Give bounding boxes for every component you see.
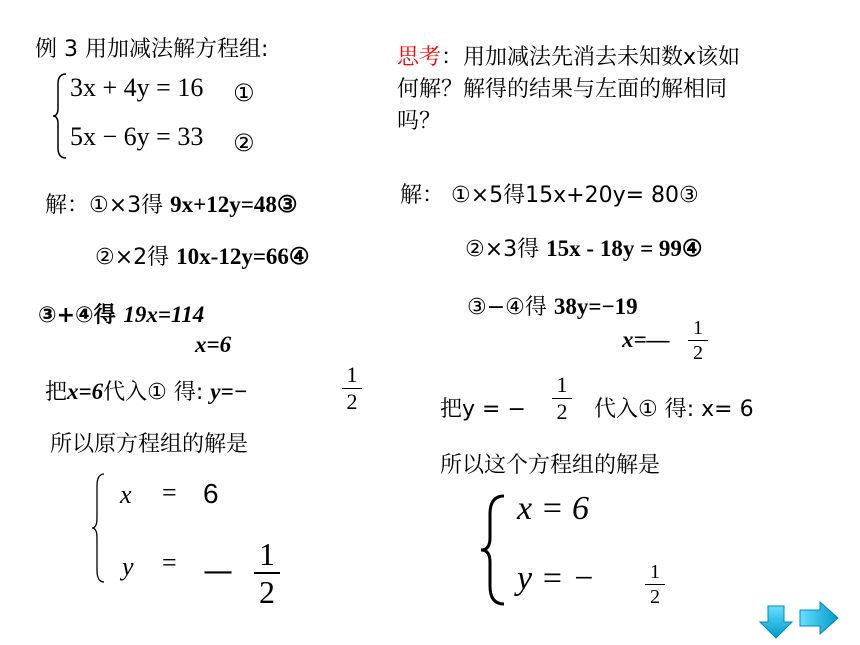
left-answer-y-var: y: [122, 552, 134, 581]
arrow-right-icon[interactable]: [798, 600, 840, 636]
right-think-question: 思考：用加减法先消去未知数x该如 何解？解得的结果与左面的解相同 吗？: [397, 45, 741, 134]
right-conclusion: 所以这个方程组的解是: [440, 453, 661, 478]
left-step-3: ③+④得 19x=114: [38, 302, 205, 328]
left-equation-2-mark: ②: [233, 129, 255, 157]
left-equation-1: 3x + 4y = 16: [70, 73, 204, 102]
right-answer-x: x = 6: [517, 490, 590, 527]
right-step-2: ②×3得 15x - 18y = 99④: [465, 236, 703, 262]
left-step-2: ②×2得 10x-12y=66④: [95, 244, 310, 270]
left-answer-y-eq: =: [162, 548, 177, 577]
left-step-3-result: x=6: [195, 332, 232, 357]
right-substitution-fraction: 1 2: [552, 374, 572, 423]
left-substitution: 把x=6代入① 得: y=−: [45, 379, 248, 405]
left-step-1: 解：①×3得 9x+12y=48③: [45, 192, 298, 218]
arrow-down-icon[interactable]: [756, 604, 796, 640]
left-heading: 例 3 用加减法解方程组:: [35, 37, 269, 62]
right-substitution-prefix: 把y = −: [440, 397, 526, 422]
right-step-3-fraction: 1 2: [688, 318, 708, 363]
left-answer-x-value: 6: [203, 478, 219, 509]
left-answer-x-var: x: [120, 480, 132, 509]
left-system-brace: [52, 72, 68, 160]
left-answer-x-eq: =: [162, 478, 177, 507]
left-answer-y-fraction: 1 2: [254, 538, 280, 608]
left-equation-2: 5x − 6y = 33: [70, 122, 204, 151]
right-answer-y: y = −: [517, 560, 595, 597]
right-step-1: 解： ①×5得15x+20y= 80③: [400, 183, 699, 208]
right-step-3: ③−④得 38y=−19: [467, 294, 638, 320]
right-answer-brace: [478, 494, 508, 606]
left-answer-y-sign: —: [203, 554, 233, 589]
right-step-3-result: x=—: [622, 327, 670, 352]
left-substitution-fraction: 1 2: [342, 364, 362, 413]
right-substitution-rest: 代入① 得: x= 6: [594, 397, 754, 422]
right-answer-y-fraction: 1 2: [645, 562, 665, 607]
left-conclusion: 所以原方程组的解是: [50, 432, 249, 457]
left-answer-brace: [90, 472, 106, 584]
left-equation-1-mark: ①: [233, 79, 255, 107]
